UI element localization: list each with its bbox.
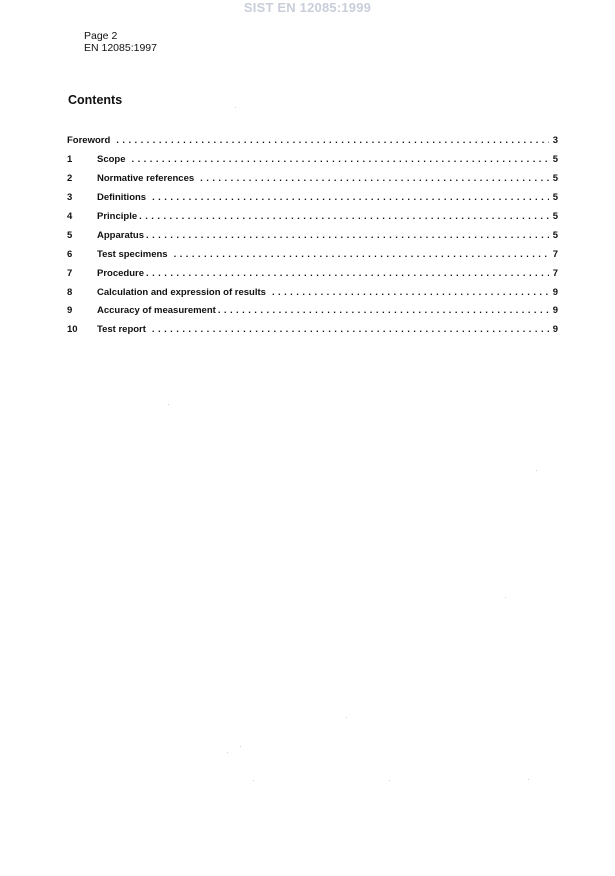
toc-entry-definitions [67,189,558,208]
toc-entry-number: 7 [67,267,73,279]
toc-entry-label: Accuracy of measurement [97,305,216,317]
page-header [84,30,157,54]
contents-title: Contents [68,93,123,107]
toc-entry-test-report [67,321,558,340]
toc-entry-number: 4 [67,211,73,222]
toc-entry-page: 5 [552,229,558,241]
toc-entry-label: Principle [97,211,138,222]
toc-entry-page: 9 [552,324,558,336]
toc-entry-test-specimens [67,245,558,264]
toc-leader-dots [174,249,549,261]
toc-entry-number: 5 [67,229,73,241]
toc-entry-number: 2 [67,173,73,185]
toc-entry-page: 5 [552,154,558,166]
toc-entry-page: 9 [552,286,558,298]
toc-entry-accuracy [67,302,558,321]
toc-leader-dots [152,324,549,336]
watermark: SIST EN 12085:1999 [243,0,372,15]
toc-entry-page: 5 [552,173,558,185]
toc-leader-dots [200,173,549,185]
toc-entry-foreword [67,132,558,151]
toc-entry-apparatus [67,226,558,245]
toc-entry-page: 7 [552,248,558,260]
toc-entry-number: 9 [67,305,73,317]
toc-leader-dots [218,305,549,317]
toc-entry-label: Apparatus [97,229,144,241]
toc-entry-number: 3 [67,192,73,204]
toc-leader-dots [272,287,549,299]
toc-entry-label: Definitions [97,192,147,204]
toc-leader-dots [139,211,549,223]
toc-entry-label: Calculation and expression of results [97,286,266,298]
toc-entry-number: 1 [67,154,73,166]
toc-entry-page: 9 [552,305,558,317]
toc-entry-label: Procedure [97,267,144,279]
toc-entry-label: Foreword [67,135,111,147]
toc-leader-dots [146,230,549,242]
toc-entry-label: Normative references [97,173,195,185]
toc-entry-label: Scope [97,154,126,166]
toc-entry-page: 5 [552,192,558,204]
toc-entry-principle [67,208,558,227]
toc-entry-label: Test specimens [97,248,168,260]
table-of-contents [67,132,558,340]
toc-entry-page: 5 [552,211,558,222]
toc-entry-normative-references [67,170,558,189]
toc-leader-dots [132,154,549,166]
toc-entry-number: 10 [67,324,78,336]
toc-entry-page: 3 [552,135,558,147]
toc-entry-calculation [67,283,558,302]
toc-entry-procedure [67,264,558,283]
toc-entry-label: Test report [97,324,146,336]
toc-leader-dots [116,135,549,147]
toc-entry-page: 7 [552,267,558,279]
toc-entry-scope [67,151,558,170]
toc-entry-number: 8 [67,286,73,298]
page-number: Page 2 [84,30,118,42]
toc-leader-dots [152,192,549,204]
toc-entry-number: 6 [67,248,73,260]
standard-reference: EN 12085:1997 [84,42,157,54]
toc-leader-dots [146,268,549,280]
